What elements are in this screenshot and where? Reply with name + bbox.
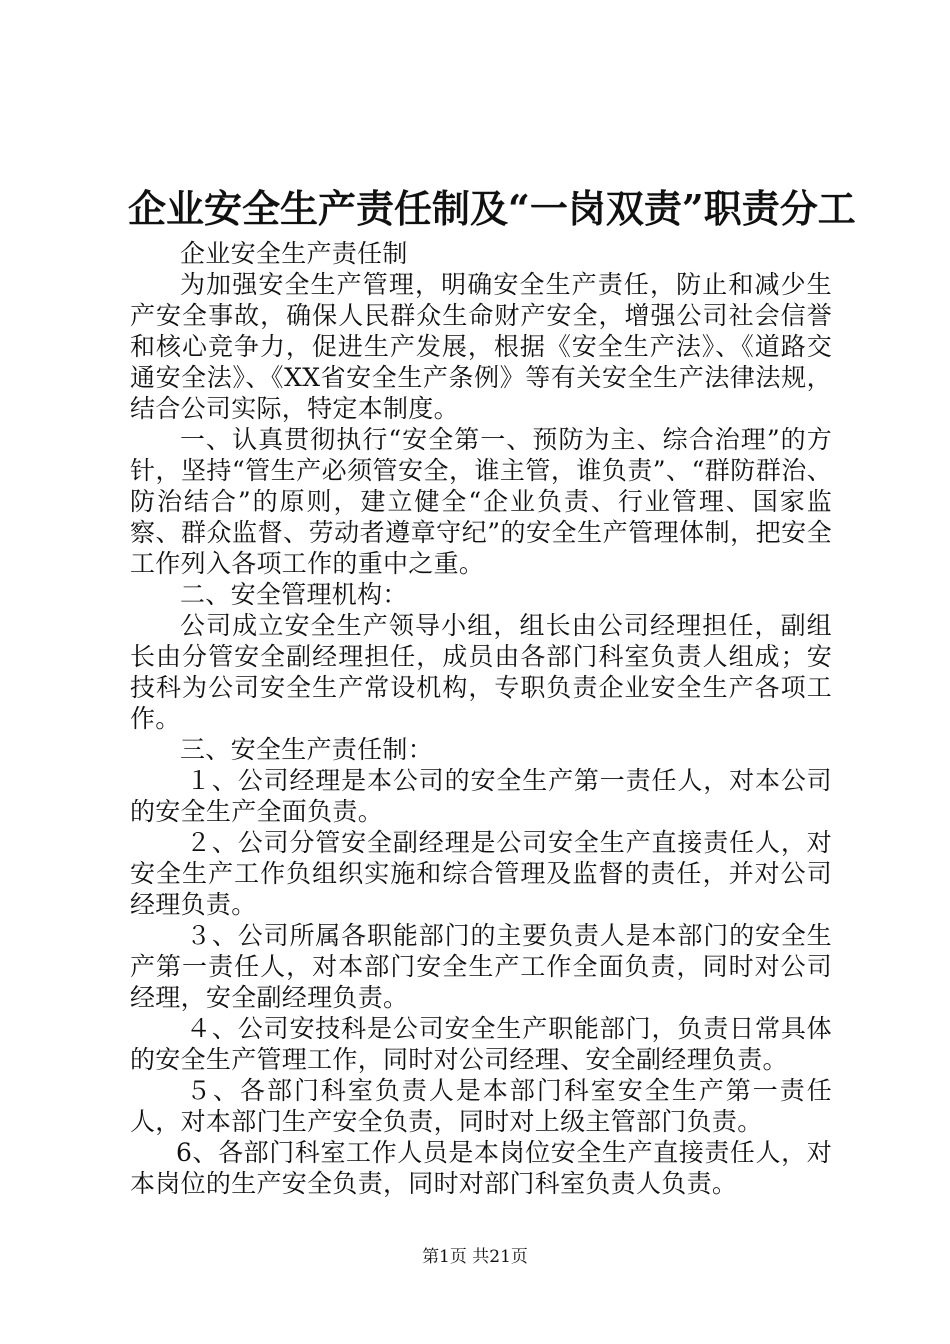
paragraph-3-heading: 三、安全生产责任制：: [180, 735, 434, 764]
section-heading: 企业安全生产责任制: [180, 239, 408, 268]
item-4: ４、公司安技科是公司安全生产职能部门，负责日常具体的安全生产管理工作，同时对公司经理、安全副经理负责。: [130, 1014, 832, 1074]
paragraph-2-body: 公司成立安全生产领导小组，组长由公司经理担任，副组长由分管安全副经理担任，成员由各部门科室负责人组成；安技科为公司安全生产常设机构，专职负责企业安全生产各项工作。: [130, 611, 832, 733]
item-5: ５、各部门科室负责人是本部门科室安全生产第一责任人，对本部门生产安全负责，同时对上级主管部门负责。: [130, 1076, 832, 1136]
document-body: [130, 238, 832, 1199]
item-1: １、公司经理是本公司的安全生产第一责任人，对本公司的安全生产全面负责。: [130, 766, 832, 826]
paragraph-2-heading: 二、安全管理机构：: [180, 580, 408, 609]
document-title: 企业安全生产责任制及“一岗双责”职责分工: [128, 186, 856, 231]
page-footer: 第1页 共21页: [422, 1247, 528, 1267]
intro-paragraph: 为加强安全生产管理，明确安全生产责任，防止和减少生产安全事故，确保人民群众生命财产安全，增强公司社会信誉和核心竞争力，促进生产发展，根据《安全生产法》、《道路交通安全法》、《XX省安全生产条例》等有关安全生产法律法规，结合公司实际，特定本制度。: [130, 270, 832, 423]
paragraph-1: 一、认真贯彻执行“安全第一、预防为主、综合治理”的方针，坚持“管生产必须管安全，谁主管，谁负责”、“群防群治、防治结合”的原则，建立健全“企业负责、行业管理、国家监察、群众监督、劳动者遵章守纪”的安全生产管理体制，把安全工作列入各项工作的重中之重。: [130, 425, 832, 578]
item-3: ３、公司所属各职能部门的主要负责人是本部门的安全生产第一责任人，对本部门安全生产工作全面负责，同时对公司经理，安全副经理负责。: [130, 921, 832, 1012]
item-2: ２、公司分管安全副经理是公司安全生产直接责任人，对安全生产工作负组织实施和综合管理及监督的责任，并对公司经理负责。: [130, 828, 832, 919]
item-6: 6、各部门科室工作人员是本岗位安全生产直接责任人，对本岗位的生产安全负责，同时对部门科室负责人负责。: [130, 1138, 832, 1198]
